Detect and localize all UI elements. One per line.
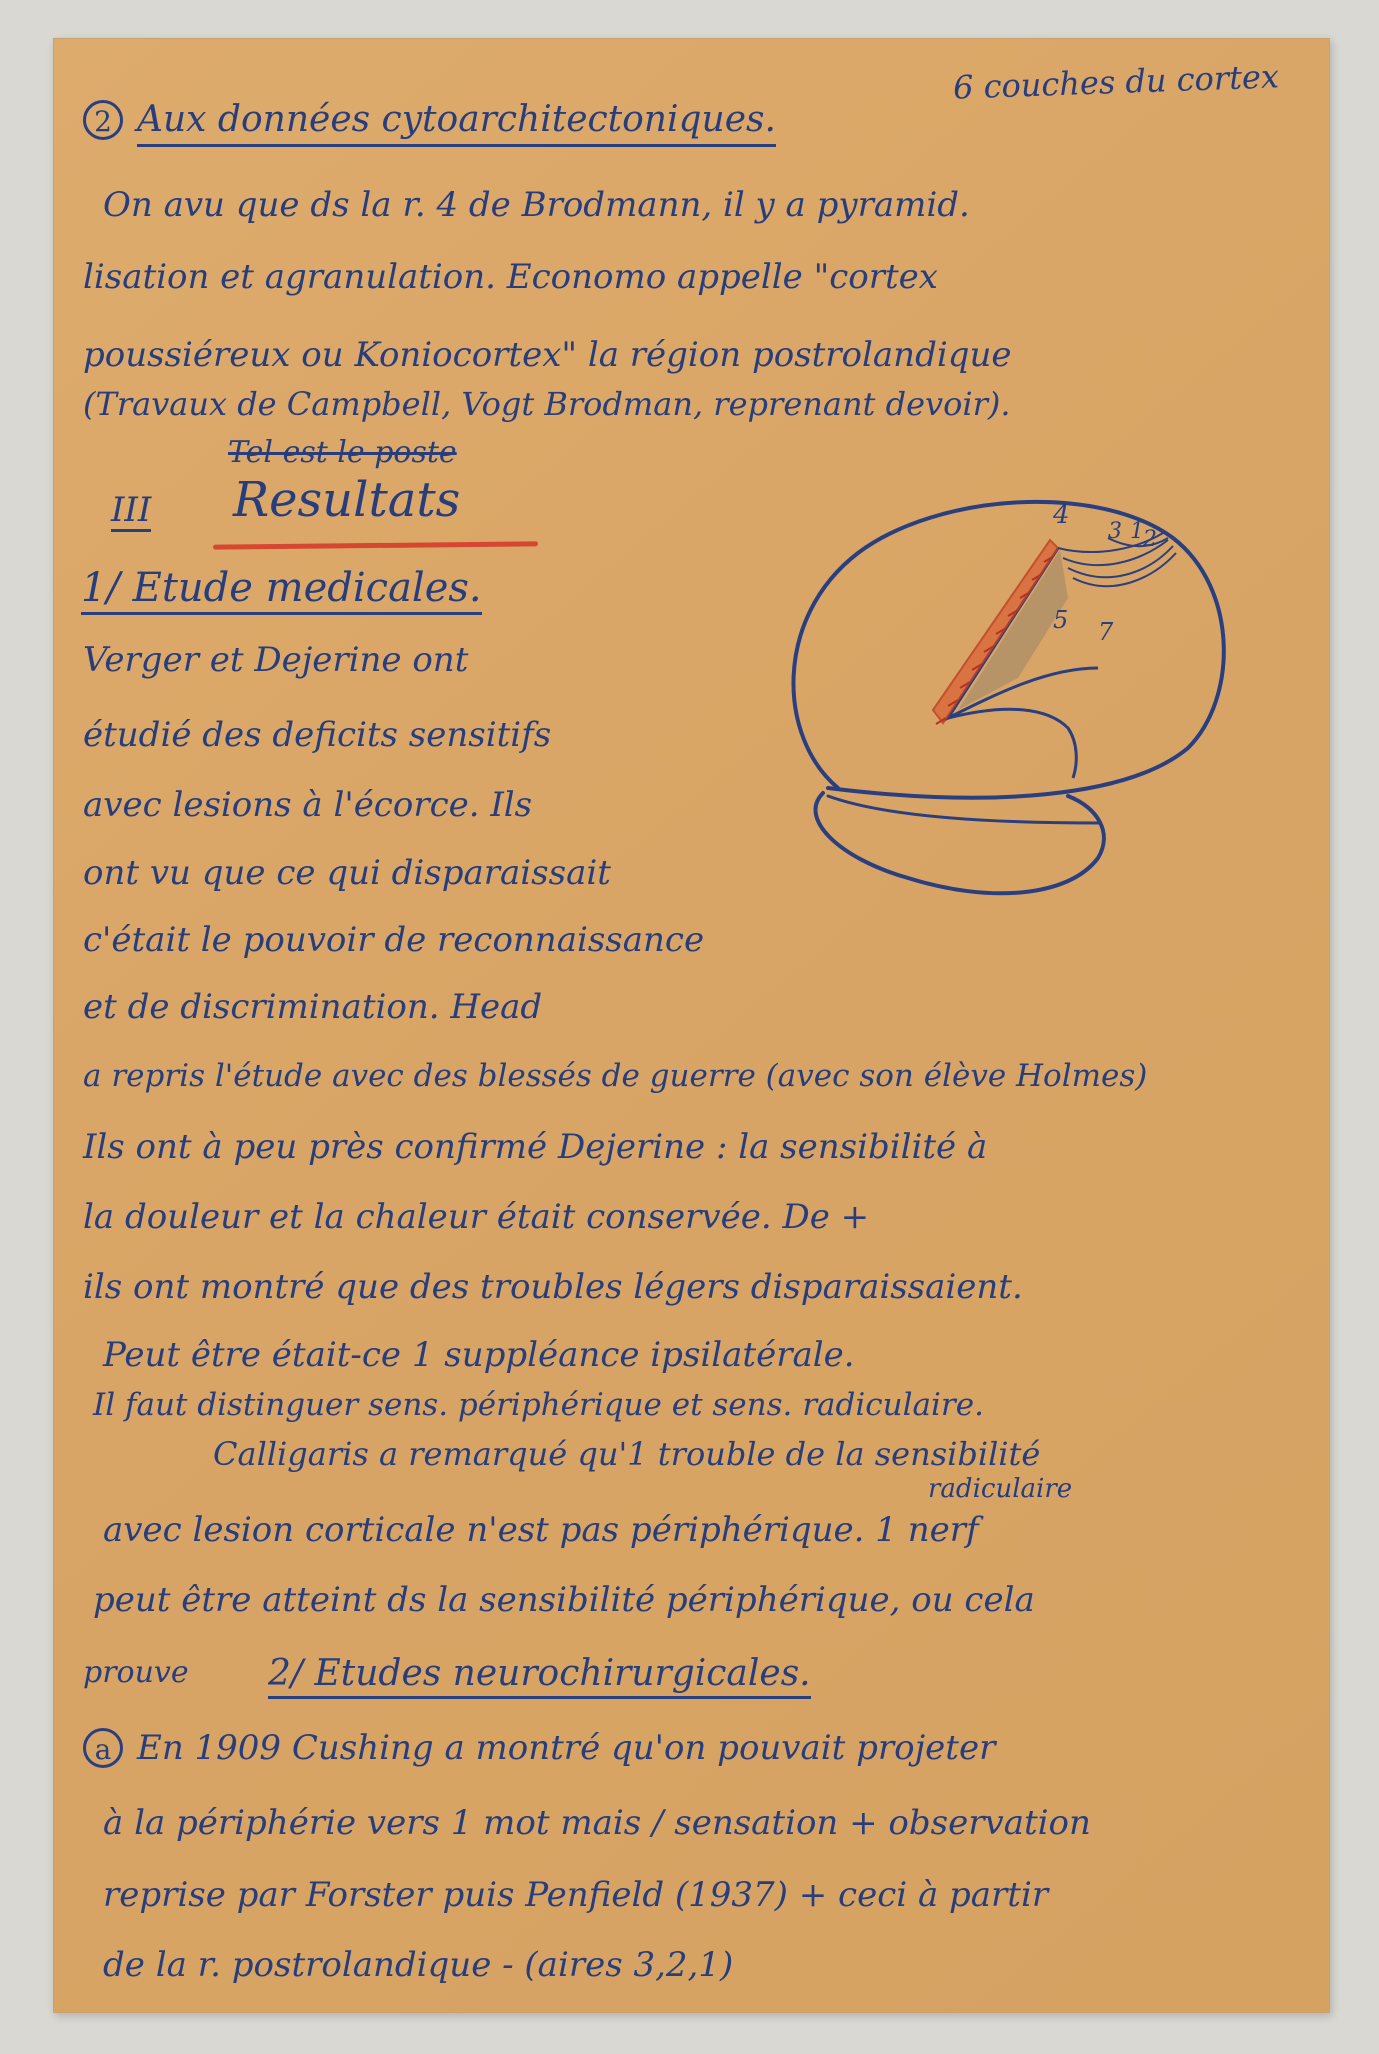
- para4-line-2: à la périphérie vers 1 mot mais / sensation + observation: [103, 1803, 1091, 1843]
- sub2-heading: 2/ Etudes neurochirurgicales.: [268, 1656, 811, 1699]
- para4-line-1: [83, 1728, 995, 1768]
- area-label-1: 1: [1130, 519, 1144, 544]
- para1-line-2: lisation et agranulation. Economo appelle "cortex: [83, 257, 938, 297]
- manuscript-page: [53, 38, 1330, 2013]
- para4-line-4: de la r. postrolandique - (aires 3,2,1): [103, 1945, 734, 1985]
- para2-line-1: Verger et Dejerine ont: [83, 640, 469, 680]
- brain-sketch-diagram: [768, 478, 1248, 918]
- para3-inserted-word: radiculaire: [928, 1474, 1073, 1504]
- para2-line-2: étudié des deficits sensitifs: [83, 715, 552, 755]
- area-label-5: 5: [1053, 606, 1069, 634]
- para2-line-7: a repris l'étude avec des blessés de guerre (avec son élève Holmes): [83, 1058, 1148, 1094]
- area-label-4: 4: [1053, 500, 1070, 530]
- para4-line-1-text: En 1909 Cushing a montré qu'on pouvait projeter: [137, 1728, 996, 1768]
- para2-line-12: Il faut distinguer sens. périphérique et sens. radiculaire.: [93, 1387, 984, 1423]
- section-three-title: Resultats: [233, 472, 461, 528]
- circled-two-marker: 2: [83, 100, 123, 140]
- heading-aux-line: [83, 100, 776, 140]
- heading-aux: Aux données cytoarchitectoniques.: [137, 99, 776, 147]
- para2-line-5: c'était le pouvoir de reconnaissance: [83, 920, 705, 960]
- para3-line-2: avec lesion corticale n'est pas périphérique. 1 nerf: [103, 1510, 979, 1550]
- section-three-numeral: III: [111, 490, 152, 530]
- para3-line-3: peut être atteint ds la sensibilité périphérique, ou cela: [93, 1580, 1035, 1620]
- para4-line-3: reprise par Forster puis Penfield (1937) + ceci à partir: [103, 1875, 1049, 1915]
- para1-line-4: (Travaux de Campbell, Vogt Brodman, reprenant devoir).: [83, 385, 1011, 423]
- struck-text: Tel est le poste: [228, 435, 457, 470]
- area-label-2: 2: [1143, 527, 1157, 552]
- lower-lobe-line: [828, 796, 1098, 823]
- para2-line-8: Ils ont à peu près confirmé Dejerine : la sensibilité à: [83, 1127, 988, 1167]
- circled-a-marker: a: [83, 1728, 123, 1768]
- para3-line-1: Calligaris a remarqué qu'1 trouble de la sensibilité: [213, 1435, 1041, 1473]
- para1-line-3: poussiéreux ou Koniocortex" la région postrolandique: [83, 335, 1012, 375]
- para2-line-6: et de discrimination. Head: [83, 987, 543, 1027]
- inner-curve: [948, 709, 1076, 778]
- top-note: 6 couches du cortex: [952, 57, 1280, 107]
- sub1-heading: 1/ Etude medicales.: [81, 568, 482, 615]
- para2-line-3: avec lesions à l'écorce. Ils: [83, 785, 533, 825]
- para2-line-11: Peut être était-ce 1 suppléance ipsilatérale.: [103, 1335, 855, 1375]
- para2-line-10: ils ont montré que des troubles légers disparaissaient.: [83, 1267, 1023, 1307]
- para3-line-4: prouve: [83, 1655, 189, 1690]
- para2-line-9: la douleur et la chaleur était conservée. De +: [83, 1197, 870, 1237]
- lower-lobe-outline: [816, 793, 1104, 893]
- para1-line-1: On avu que ds la r. 4 de Brodmann, il y a pyramid.: [103, 185, 970, 225]
- area-label-7: 7: [1098, 618, 1114, 646]
- para2-line-4: ont vu que ce qui disparaissait: [83, 853, 611, 893]
- red-underline: [213, 541, 538, 549]
- area-label-3: 3: [1108, 519, 1122, 544]
